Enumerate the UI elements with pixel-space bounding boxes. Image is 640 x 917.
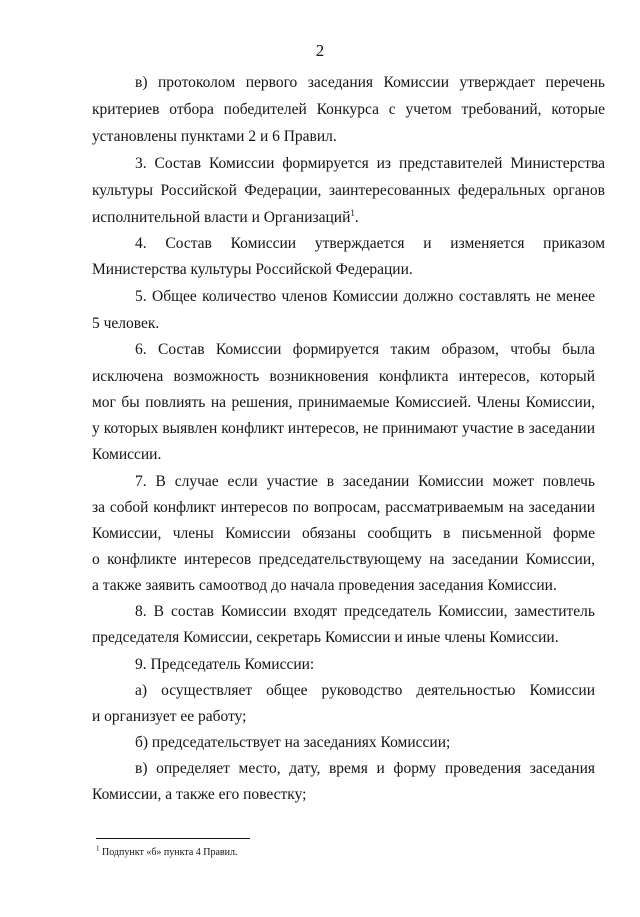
text-line: исполнительной власти и Организаций$^1$. xyxy=(92,207,359,226)
text-line: б) председательствует на заседаниях Комиссии; xyxy=(135,734,451,751)
text-line: 4. Состав Комиссии утверждается и изменяется приказом xyxy=(135,235,605,252)
text-line: в) определяет место, дату, время и форму проведения заседания xyxy=(135,760,595,777)
text-line: установлены пунктами 2 и 6 Правил. xyxy=(92,128,337,145)
text-line: Комиссии. xyxy=(92,446,162,463)
text-line: 6. Состав Комиссии формируется таким образом, чтобы была xyxy=(135,341,595,358)
text-line: за собой конфликт интересов по вопросам, рассматриваемым на заседании xyxy=(92,499,595,516)
footnote-separator xyxy=(96,838,250,839)
text-line: 8. В состав Комиссии входят председатель Комиссии, заместитель xyxy=(135,603,595,620)
text-line: культуры Российской Федерации, заинтересованных федеральных органов xyxy=(92,182,605,199)
footnote-text: Подпункт «б» пункта 4 Правил. xyxy=(99,847,238,858)
text-line: 9. Председатель Комиссии: xyxy=(135,656,315,673)
text-line: Комиссии, а также его повестку; xyxy=(92,786,307,803)
text-line: а) осуществляет общее руководство деятельностью Комиссии xyxy=(135,682,595,699)
text-line: о конфликте интересов председательствующему на заседании Комиссии, xyxy=(92,551,595,568)
text-line: 5 человек. xyxy=(92,315,160,332)
text-line: критериев отбора победителей Конкурса с учетом требований, которые xyxy=(92,101,605,118)
text-line: 5. Общее количество членов Комиссии должно составлять не менее xyxy=(135,288,595,305)
text-line: 7. В случае если участие в заседании Комиссии может повлечь xyxy=(135,473,595,490)
footnote-reference: 1 xyxy=(350,207,355,218)
text-line: 3. Состав Комиссии формируется из представителей Министерства xyxy=(135,155,605,172)
text-line: Комиссии, члены Комиссии обязаны сообщить в письменной форме xyxy=(92,525,595,542)
text-line: а также заявить самоотвод до начала проведения заседания Комиссии. xyxy=(92,577,557,594)
page-number: 2 xyxy=(315,41,325,60)
text-line: Министерства культуры Российской Федерации. xyxy=(92,261,413,278)
text-line: мог бы повлиять на решения, принимаемые Комиссией. Члены Комиссии, xyxy=(92,394,595,411)
text-line: председателя Комиссии, секретарь Комиссии и иные члены Комиссии. xyxy=(92,629,559,646)
text-line: и организует ее работу; xyxy=(92,708,247,725)
footnote xyxy=(96,844,238,858)
text-line-content: исполнительной власти и Организаций xyxy=(92,209,351,226)
text-line: исключена возможность возникновения конфликта интересов, который xyxy=(92,368,595,385)
text-line: у которых выявлен конфликт интересов, не принимают участие в заседании xyxy=(92,420,595,437)
footnote-marker: 1 xyxy=(96,844,100,853)
text-line: в) протоколом первого заседания Комиссии утверждает перечень xyxy=(135,74,605,91)
